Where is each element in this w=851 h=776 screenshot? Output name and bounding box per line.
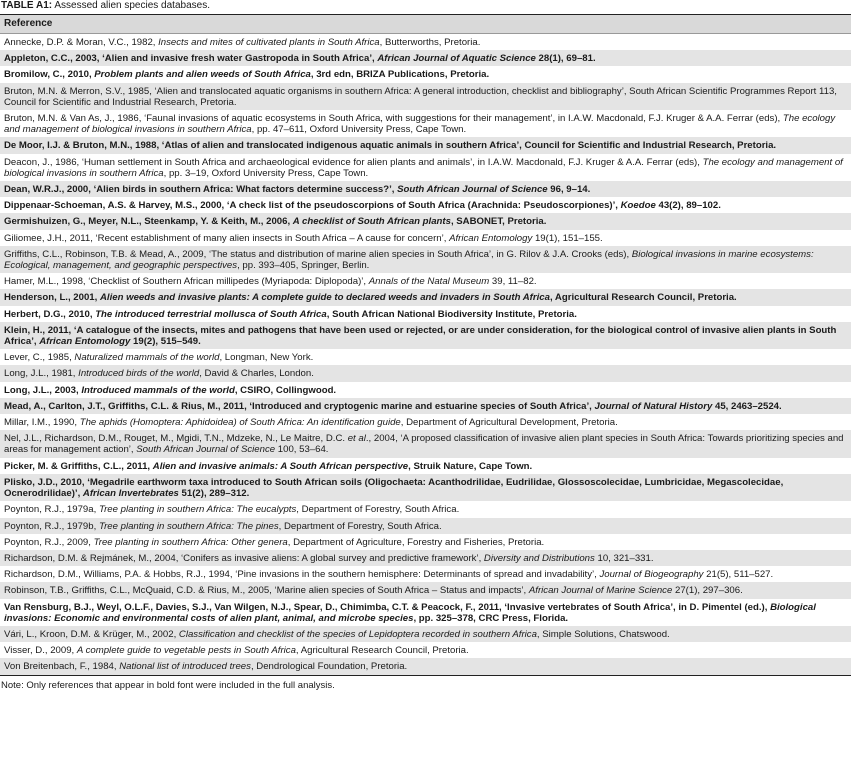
table-row (0, 582, 851, 598)
table-row (0, 518, 851, 534)
reference-title-text: A complete guide to vegetable pests in South Africa (76, 645, 296, 657)
table-row (0, 50, 851, 66)
table-row (0, 306, 851, 322)
reference-text: Richardson, D.M. & Rejmánek, M., 2004, ‘Conifers as invasive aliens: A global survey and predictive framework’, (4, 552, 484, 564)
reference-text: Dippenaar-Schoeman, A.S. & Harvey, M.S., 2000, ‘A check list of the pseudoscorpions of South Africa (Arachnida: Pseudoscorpiones)’, (4, 200, 621, 212)
reference-title-text: The introduced terrestrial mollusca of South Africa (95, 308, 327, 320)
reference-text: , Department of Agricultural Development, Pretoria. (400, 417, 618, 429)
reference-text: Bruton, M.N. & Van As, J., 1986, ‘Faunal invasions of aquatic ecosystems in South Africa, with suggestions for their management’, in I.A.W. Macdonald, F.J. Kruger & A.A. Ferrar (eds), (4, 113, 783, 125)
reference-text: Dean, W.R.J., 2000, ‘Alien birds in southern Africa: What factors determine success?’, (4, 184, 398, 196)
reference-text: Long, J.L., 1981, (4, 368, 79, 380)
table-row (0, 365, 851, 381)
reference-text: 100, 53–64. (275, 444, 329, 456)
reference-title-text: South African Journal of Science (397, 184, 548, 196)
table-row (0, 566, 851, 582)
reference-title-text: Classification and checklist of the species of Lepidoptera recorded in southern Africa (178, 628, 537, 640)
reference-text: , SABONET, Pretoria. (450, 216, 547, 228)
reference-text: Poynton, R.J., 1979b, (4, 520, 99, 532)
table-caption-text: Assessed alien species databases. (52, 0, 210, 11)
table-row (0, 501, 851, 517)
reference-text: Vári, L., Kroon, D.M. & Krüger, M., 2002, (4, 628, 179, 640)
table-row (0, 458, 851, 474)
reference-title-text: African Journal of Marine Science (528, 585, 673, 597)
reference-text: Visser, D., 2009, (4, 645, 77, 657)
reference-text: Klein, H., 2011, ‘A catalogue of the insects, mites and pathogens that have been used or rejected, or are under consideration, for the biological control of invasive alien plants in South Africa’, (4, 324, 837, 348)
table-row (0, 642, 851, 658)
reference-title-text: African Journal of Aquatic Science (377, 53, 536, 65)
reference-text: Appleton, C.C., 2003, ‘Alien and invasive fresh water Gastropoda in South Africa’, (4, 53, 378, 65)
reference-text: 43(2), 89–102. (655, 200, 721, 212)
table-note: Note: Only references that appear in bold font were included in the full analysis. (1, 679, 335, 691)
reference-text: 45, 2463–2524. (712, 400, 782, 412)
reference-text: , 3rd edn, BRIZA Publications, Pretoria. (310, 69, 490, 81)
reference-text: , South African National Biodiversity Institute, Pretoria. (326, 308, 577, 320)
reference-text: Herbert, D.G., 2010, (4, 308, 96, 320)
reference-title-text: Journal of Natural History (594, 400, 713, 412)
reference-title-text: Annals of the Natal Museum (368, 276, 490, 288)
table-row (0, 430, 851, 457)
table-row (0, 550, 851, 566)
table-row (0, 474, 851, 501)
reference-text: , Agricultural Research Council, Pretoria. (549, 292, 737, 304)
table-row (0, 322, 851, 349)
table-row (0, 658, 851, 674)
table-row (0, 246, 851, 273)
reference-text: , pp. 3–19, Oxford University Press, Cape Town. (163, 167, 369, 179)
reference-text: Picker, M. & Griffiths, C.L., 2011, (4, 460, 153, 472)
reference-title-text: National list of introduced trees (119, 661, 251, 673)
reference-text: , Longman, New York. (219, 352, 314, 364)
reference-title-text: Problem plants and alien weeds of South Africa (94, 69, 311, 81)
table-row (0, 137, 851, 153)
reference-title-text: A checklist of South African plants (292, 216, 451, 228)
reference-text: Plisko, J.D., 2010, ‘Megadrile earthworm taxa introduced to South African soils (Oligochaeta: Acanthodrilidae, Eudrilidae, Glossoscolecidae, Lumbricidae, Megascolecidae, Ocnerodrilidae)’, (4, 476, 784, 500)
reference-title-text: Alien weeds and invasive plants: A complete guide to declared weeds and invaders in South Africa (99, 292, 550, 304)
reference-title-text: South African Journal of Science (136, 444, 276, 456)
reference-title-text: Introduced birds of the world (78, 368, 200, 380)
reference-title-text: The aphids (Homoptera: Aphidoidea) of South Africa: An identification guide (79, 417, 401, 429)
reference-title-text: Journal of Biogeography (599, 569, 704, 581)
reference-text: 96, 9–14. (547, 184, 591, 196)
reference-text: , CSIRO, Collingwood. (234, 384, 337, 396)
reference-text: 21(5), 511–527. (703, 569, 774, 581)
reference-text: Germishuizen, G., Meyer, N.L., Steenkamp, Y. & Keith, M., 2006, (4, 216, 293, 228)
table-row (0, 289, 851, 305)
reference-text: , Simple Solutions, Chatswood. (536, 628, 670, 640)
reference-text: Robinson, T.B., Griffiths, C.L., McQuaid, C.D. & Rius, M., 2005, ‘Marine alien species of South Africa – Status and impacts’, (4, 585, 529, 597)
table-row (0, 230, 851, 246)
reference-title-text: African Invertebrates (82, 488, 179, 500)
reference-text: 27(1), 297–306. (672, 585, 743, 597)
table-row (0, 414, 851, 430)
reference-text: , pp. 325–378, CRC Press, Florida. (413, 612, 569, 624)
reference-text: Poynton, R.J., 2009, (4, 536, 94, 548)
reference-title-text: African Entomology (449, 232, 533, 244)
table-row (0, 83, 851, 110)
reference-title-text: Tree planting in southern Africa: The pines (98, 520, 279, 532)
reference-title-text: Koedoe (620, 200, 656, 212)
table-row (0, 181, 851, 197)
table-row (0, 34, 851, 50)
table-row (0, 273, 851, 289)
reference-text: Poynton, R.J., 1979a, (4, 504, 99, 516)
reference-text: , Struik Nature, Cape Town. (408, 460, 533, 472)
reference-text: Millar, I.M., 1990, (4, 417, 80, 429)
reference-text: , Agricultural Research Council, Pretoria. (295, 645, 469, 657)
reference-text: Annecke, D.P. & Moran, V.C., 1982, (4, 37, 159, 48)
reference-text: 10, 321–331. (594, 552, 654, 564)
reference-text: , pp. 393–405, Springer, Berlin. (237, 260, 370, 272)
table-row (0, 626, 851, 642)
reference-text: , Department of Forestry, South Africa. (278, 520, 442, 532)
reference-table (0, 14, 851, 676)
reference-text: Henderson, L., 2001, (4, 292, 100, 304)
table-row (0, 66, 851, 82)
reference-title-text: et al (347, 433, 366, 445)
reference-title-text: African Entomology (39, 336, 131, 348)
reference-text: , Dendrological Foundation, Pretoria. (250, 661, 408, 673)
reference-text: , pp. 47–611, Oxford University Press, Cape Town. (251, 124, 467, 136)
reference-text: Long, J.L., 2003, (4, 384, 82, 396)
reference-text: Nel, J.L., Richardson, D.M., Rouget, M., Mgidi, T.N., Mdzeke, N., Le Maitre, D.C. (4, 433, 348, 445)
reference-title-text: Naturalized mammals of the world (74, 352, 220, 364)
reference-title-text: Introduced mammals of the world (81, 384, 235, 396)
table-label: TABLE A1: (1, 0, 53, 11)
reference-text: , Butterworths, Pretoria. (379, 37, 481, 48)
table-caption (0, 0, 851, 14)
reference-text: 19(1), 151–155. (532, 232, 603, 244)
reference-text: 51(2), 289–312. (178, 488, 250, 500)
reference-title-text: Tree planting in southern Africa: The eucalypts (98, 504, 297, 516)
table-row (0, 398, 851, 414)
reference-text: , Department of Forestry, South Africa. (296, 504, 460, 516)
reference-text: Griffiths, C.L., Robinson, T.B. & Mead, A., 2009, ‘The status and distribution of marine alien species in South Africa’, in G. Rilov & J.A. Crooks (eds), (4, 248, 632, 260)
reference-text: Van Rensburg, B.J., Weyl, O.L.F., Davies, S.J., Van Wilgen, N.J., Spear, D., Chimimba, C.T. & Peacock, F., 2011, ‘Invasive vertebrates of South Africa’, in D. Pimentel (ed.), (4, 601, 771, 613)
reference-title-text: Biological invasions in marine ecosystems: Ecological, management, and geographic perspectives (4, 248, 814, 272)
reference-text: ., 2004, ‘A proposed classification of invasive alien plant species in South Africa: Towards prioritizing species and areas for management action’, (4, 433, 844, 456)
reference-text: , David & Charles, London. (199, 368, 314, 380)
table-row (0, 110, 851, 137)
reference-title-text: Alien and invasive animals: A South African perspective (152, 460, 409, 472)
reference-text: Giliomee, J.H., 2011, ‘Recent establishment of many alien insects in South Africa – A cause for concern’, (4, 232, 450, 244)
reference-list (0, 34, 851, 675)
reference-text: Deacon, J., 1986, ‘Human settlement in South Africa and archaeological evidence for alien plants and animals’, in I.A.W. Macdonald, F.J. Kruger & A.A. Ferrar (eds), (4, 156, 703, 168)
reference-text: 19(2), 515–549. (130, 336, 201, 348)
reference-title-text: Biological invasions: Economic and environmental costs of alien plant, animal, and microbe species (4, 601, 816, 624)
reference-text: De Moor, I.J. & Bruton, M.N., 1988, ‘Atlas of alien and translocated indigenous aquatic animals in southern Africa’, Council for Scientific and Industrial Research, Pretoria. (4, 140, 777, 152)
table-row (0, 213, 851, 229)
table-row (0, 382, 851, 398)
reference-text: Lever, C., 1985, (4, 352, 75, 364)
column-header-reference: Reference (0, 15, 851, 34)
reference-text: Richardson, D.M., Williams, P.A. & Hobbs, R.J., 1994, ‘Pine invasions in the southern hemisphere: Determinants of spread and invadability’, (4, 569, 600, 581)
reference-text: 28(1), 69–81. (535, 53, 596, 65)
table-row (0, 599, 851, 626)
reference-title-text: Tree planting in southern Africa: Other genera (93, 536, 288, 548)
reference-title-text: The ecology and management of biological invasions in southern Africa (4, 113, 836, 136)
reference-title-text: Insects and mites of cultivated plants in South Africa (158, 37, 380, 48)
table-row (0, 154, 851, 181)
table-row (0, 349, 851, 365)
reference-title-text: The ecology and management of biological invasions in southern Africa (4, 156, 843, 179)
reference-text: Bromilow, C., 2010, (4, 69, 95, 81)
table-row (0, 197, 851, 213)
reference-text: Hamer, M.L., 1998, ‘Checklist of Southern African millipedes (Myriapoda: Diplopoda)’, (4, 276, 369, 288)
reference-text: Von Breitenbach, F., 1984, (4, 661, 120, 673)
reference-text: Bruton, M.N. & Merron, S.V., 1985, ‘Alien and translocated aquatic organisms in southern Africa: A general introduction, checklist and bibliography’, South African Scientific Programmes Report 113, Council for Scientific and Industrial Research, Pretoria. (4, 85, 837, 108)
reference-text: Mead, A., Carlton, J.T., Griffiths, C.L. & Rius, M., 2011, ‘Introduced and cryptogenic marine and estuarine species of South Africa’, (4, 400, 595, 412)
reference-title-text: Diversity and Distributions (483, 552, 595, 564)
table-row (0, 534, 851, 550)
reference-text: , Department of Agriculture, Forestry and Fisheries, Pretoria. (287, 536, 545, 548)
reference-text: 39, 11–82. (489, 276, 537, 288)
